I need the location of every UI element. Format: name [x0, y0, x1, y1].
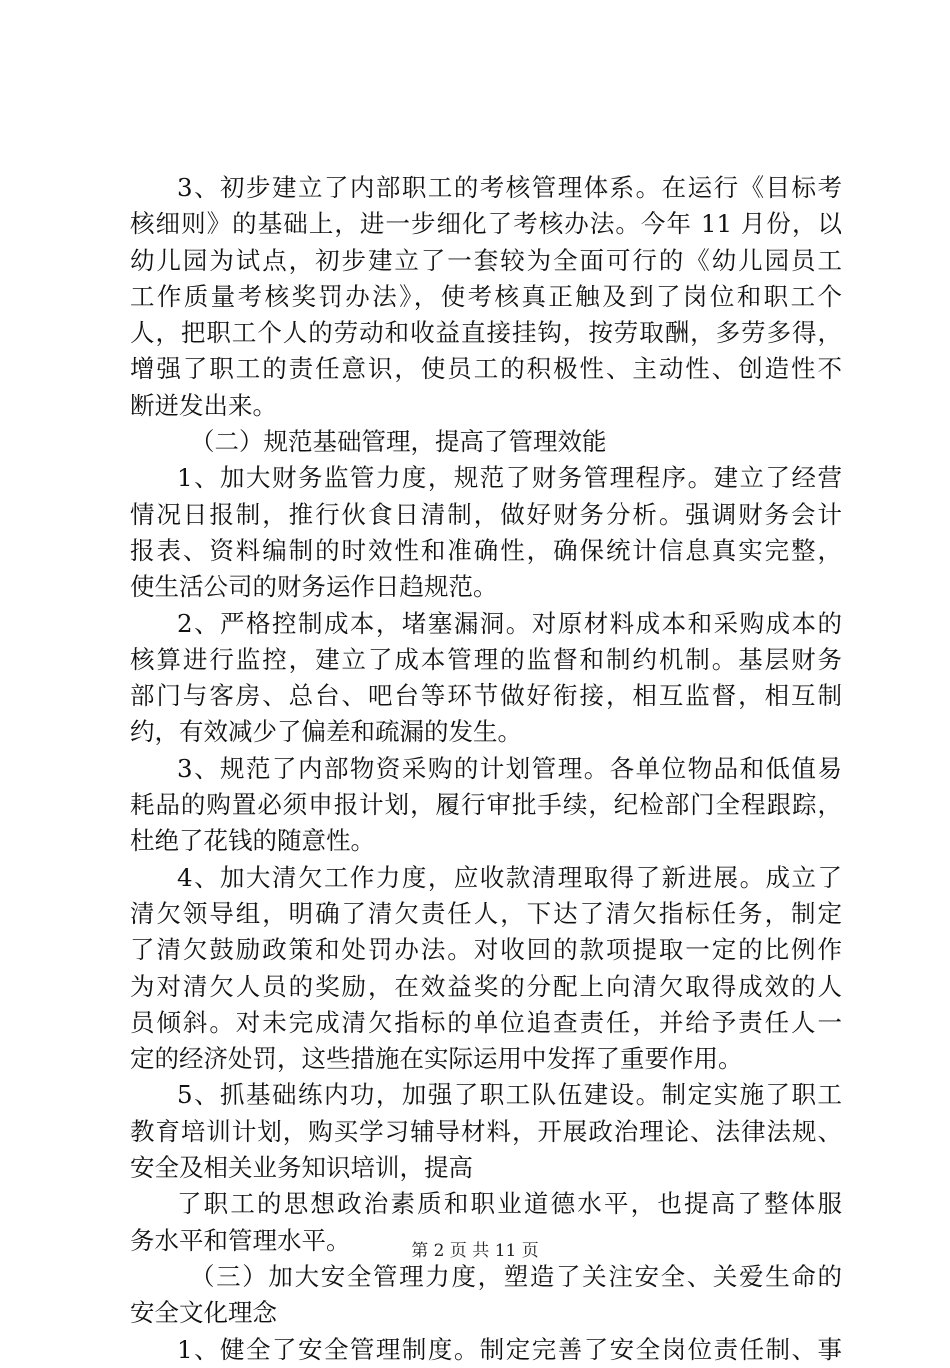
text-line: 清欠领导组，明确了清欠责任人，下达了清欠指标任务，制定: [130, 898, 842, 928]
text-line: 断迸发出来。: [130, 390, 277, 420]
text-line: 约，有效减少了偏差和疏漏的发生。: [130, 717, 522, 747]
text-line: 务水平和管理水平。: [130, 1225, 351, 1255]
text-line: 2、严格控制成本，堵塞漏洞。对原材料成本和采购成本的: [177, 608, 842, 638]
text-line: 为对清欠人员的奖励，在效益奖的分配上向清欠取得成效的人: [130, 971, 842, 1001]
text-line: 了职工的思想政治素质和职业道德水平，也提高了整体服: [177, 1189, 842, 1219]
text-line: 工作质量考核奖罚办法》，使考核真正触及到了岗位和职工个: [130, 281, 842, 311]
document-body: [130, 170, 842, 1368]
text-line: 情况日报制，推行伙食日清制，做好财务分析。强调财务会计: [130, 499, 842, 529]
text-line: 教育培训计划，购买学习辅导材料，开展政治理论、法律法规、: [130, 1116, 842, 1146]
page-number-footer: 第 2 页 共 11 页: [411, 1241, 539, 1261]
text-line: 报表、资料编制的时效性和准确性，确保统计信息真实完整，: [130, 535, 842, 565]
text-line: 1、健全了安全管理制度。制定完善了安全岗位责任制、事: [177, 1334, 842, 1364]
text-line: 核细则》的基础上，进一步细化了考核办法。今年 11 月份，以: [130, 209, 842, 239]
text-line: 人，把职工个人的劳动和收益直接挂钩，按劳取酬，多劳多得，: [130, 318, 842, 348]
text-line: 了清欠鼓励政策和处罚办法。对收回的款项提取一定的比例作: [130, 935, 842, 965]
text-line: 耗品的购置必须申报计划，履行审批手续，纪检部门全程跟踪，: [130, 790, 842, 820]
section-heading: （二）规范基础管理，提高了管理效能: [190, 427, 607, 457]
text-line: 核算进行监控，建立了成本管理的监督和制约机制。基层财务: [130, 644, 842, 674]
text-line: 安全及相关业务知识培训，提高: [130, 1153, 473, 1183]
text-line: 部门与客房、总台、吧台等环节做好衔接，相互监督，相互制: [130, 681, 842, 711]
text-line: 幼儿园为试点，初步建立了一套较为全面可行的《幼儿园员工: [130, 245, 842, 275]
text-line: 使生活公司的财务运作日趋规范。: [130, 572, 498, 602]
text-line: 员倾斜。对未完成清欠指标的单位追查责任，并给予责任人一: [130, 1007, 842, 1037]
section-heading: （三）加大安全管理力度，塑造了关注安全、关爱生命的: [190, 1261, 842, 1291]
text-line: 定的经济处罚，这些措施在实际运用中发挥了重要作用。: [130, 1044, 743, 1074]
text-line: 4、加大清欠工作力度，应收款清理取得了新进展。成立了: [177, 862, 842, 892]
section-heading: 安全文化理念: [130, 1298, 277, 1328]
text-line: 5、抓基础练内功，加强了职工队伍建设。制定实施了职工: [177, 1080, 842, 1110]
text-line: 3、初步建立了内部职工的考核管理体系。在运行《目标考: [177, 173, 842, 202]
text-line: 3、规范了内部物资采购的计划管理。各单位物品和低值易: [177, 753, 842, 783]
text-line: 杜绝了花钱的随意性。: [130, 826, 375, 856]
text-line: 增强了职工的责任意识，使员工的积极性、主动性、创造性不: [130, 354, 842, 384]
text-line: 1、加大财务监管力度，规范了财务管理程序。建立了经营: [177, 463, 842, 493]
